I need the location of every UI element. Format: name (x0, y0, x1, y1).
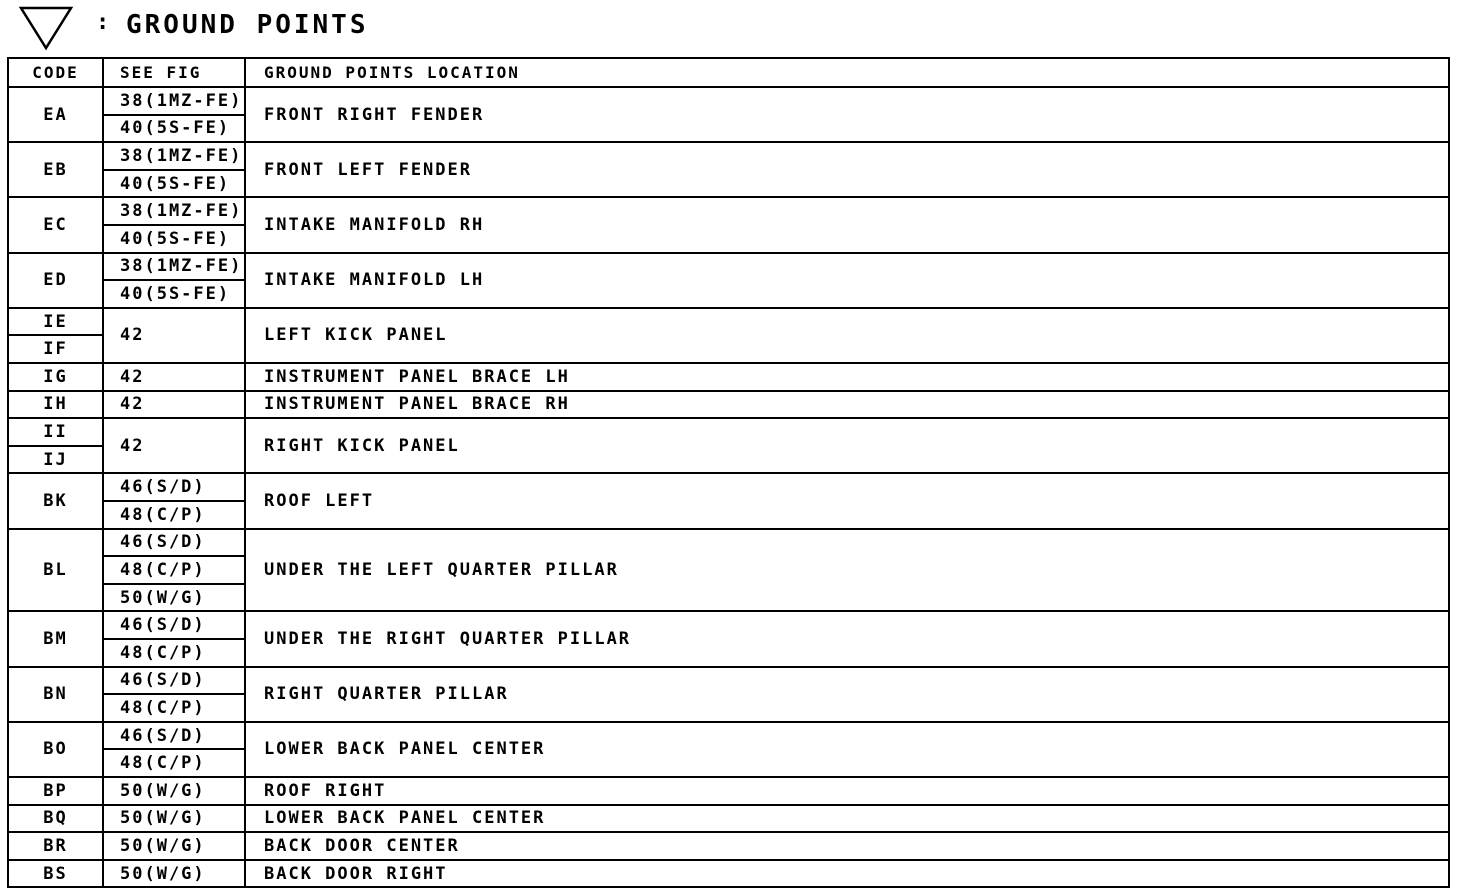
see-fig-cell: 48(C/P) (102, 500, 244, 528)
see-fig-cell: 46(S/D) (102, 721, 244, 749)
location-cell: LOWER BACK PANEL CENTER (244, 804, 1448, 832)
see-fig-cell: 42 (102, 417, 244, 472)
location-cell: LEFT KICK PANEL (244, 307, 1448, 362)
see-fig-cell: 50(W/G) (102, 859, 244, 887)
see-fig-cell: 42 (102, 307, 244, 362)
page-header (0, 0, 1472, 56)
location-cell: FRONT LEFT FENDER (244, 141, 1448, 196)
see-fig-cell: 50(W/G) (102, 831, 244, 859)
see-fig-cell: 40(5S-FE) (102, 169, 244, 197)
see-fig-cell: 50(W/G) (102, 804, 244, 832)
see-fig-cell: 38(1MZ-FE) (102, 196, 244, 224)
ground-triangle-icon (18, 5, 74, 51)
code-cell: IG (7, 362, 102, 390)
location-cell: INSTRUMENT PANEL BRACE RH (244, 390, 1448, 418)
see-fig-cell: 38(1MZ-FE) (102, 86, 244, 114)
location-cell: INSTRUMENT PANEL BRACE LH (244, 362, 1448, 390)
code-cell: EA (7, 86, 102, 141)
see-fig-cell: 42 (102, 362, 244, 390)
see-fig-cell: 40(5S-FE) (102, 224, 244, 252)
column-header-see-fig: SEE FIG (102, 57, 244, 86)
see-fig-cell: 48(C/P) (102, 555, 244, 583)
see-fig-cell: 42 (102, 390, 244, 418)
code-cell: II (7, 417, 102, 445)
code-cell: IF (7, 334, 102, 362)
code-cell: IE (7, 307, 102, 335)
see-fig-cell: 46(S/D) (102, 666, 244, 694)
see-fig-cell: 40(5S-FE) (102, 279, 244, 307)
header-colon: : (96, 10, 112, 35)
see-fig-cell: 40(5S-FE) (102, 114, 244, 142)
code-cell: BP (7, 776, 102, 804)
table-right-border (1448, 57, 1450, 888)
location-cell: RIGHT KICK PANEL (244, 417, 1448, 472)
see-fig-cell: 48(C/P) (102, 693, 244, 721)
code-cell: BM (7, 610, 102, 665)
location-cell: UNDER THE LEFT QUARTER PILLAR (244, 528, 1448, 611)
location-cell: UNDER THE RIGHT QUARTER PILLAR (244, 610, 1448, 665)
see-fig-cell: 50(W/G) (102, 583, 244, 611)
see-fig-cell: 38(1MZ-FE) (102, 252, 244, 280)
code-cell: BL (7, 528, 102, 611)
see-fig-cell: 46(S/D) (102, 472, 244, 500)
code-cell: BK (7, 472, 102, 527)
location-cell: RIGHT QUARTER PILLAR (244, 666, 1448, 721)
location-cell: BACK DOOR CENTER (244, 831, 1448, 859)
page-title: GROUND POINTS (126, 10, 369, 40)
see-fig-cell: 38(1MZ-FE) (102, 141, 244, 169)
see-fig-cell: 46(S/D) (102, 528, 244, 556)
column-header-code: CODE (7, 57, 102, 86)
code-cell: BN (7, 666, 102, 721)
code-cell: IJ (7, 445, 102, 473)
location-cell: ROOF RIGHT (244, 776, 1448, 804)
see-fig-cell: 48(C/P) (102, 748, 244, 776)
code-cell: BR (7, 831, 102, 859)
see-fig-cell: 50(W/G) (102, 776, 244, 804)
see-fig-cell: 46(S/D) (102, 610, 244, 638)
code-cell: IH (7, 390, 102, 418)
code-cell: BQ (7, 804, 102, 832)
see-fig-cell: 48(C/P) (102, 638, 244, 666)
location-cell: LOWER BACK PANEL CENTER (244, 721, 1448, 776)
table-bottom-border (7, 886, 1450, 888)
location-cell: INTAKE MANIFOLD RH (244, 196, 1448, 251)
code-cell: BS (7, 859, 102, 887)
location-cell: INTAKE MANIFOLD LH (244, 252, 1448, 307)
code-cell: EB (7, 141, 102, 196)
code-cell: BO (7, 721, 102, 776)
location-cell: FRONT RIGHT FENDER (244, 86, 1448, 141)
location-cell: ROOF LEFT (244, 472, 1448, 527)
code-cell: ED (7, 252, 102, 307)
column-header-location: GROUND POINTS LOCATION (244, 57, 1448, 86)
code-cell: EC (7, 196, 102, 251)
location-cell: BACK DOOR RIGHT (244, 859, 1448, 887)
